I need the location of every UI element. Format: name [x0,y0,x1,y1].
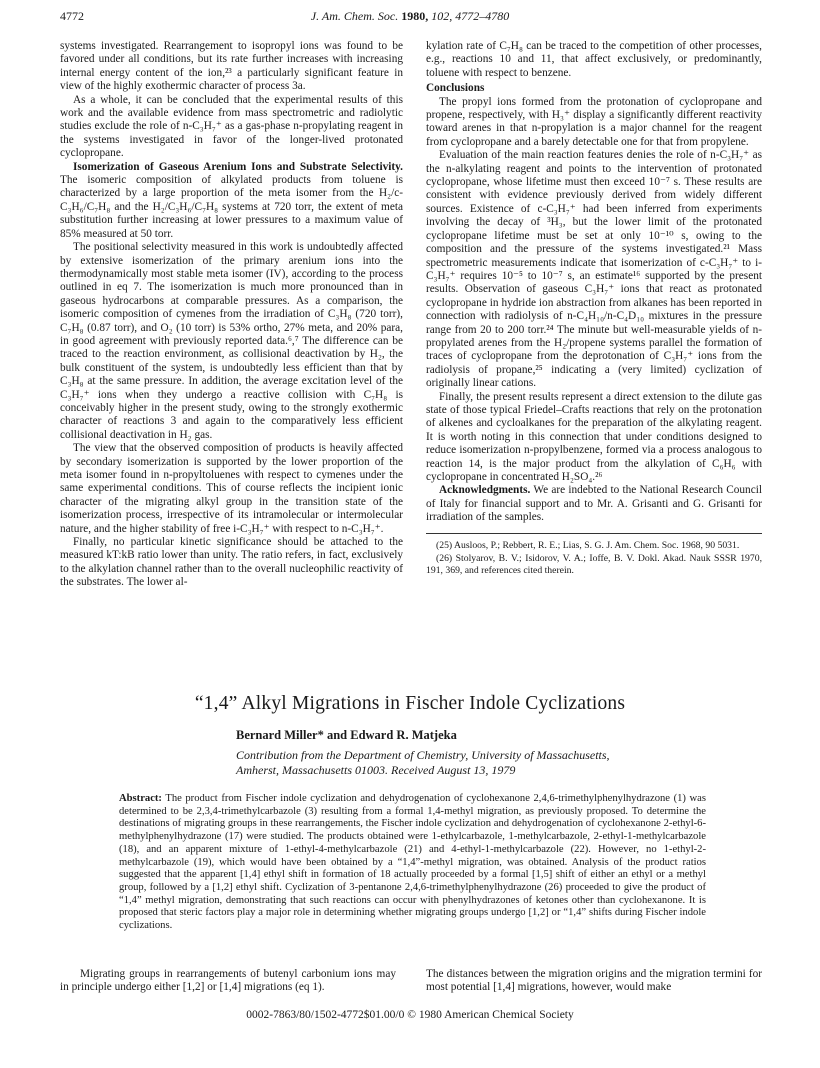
abstract [119,793,706,933]
footnotes [426,540,762,577]
section-runin-title: Isomerization of Gaseous Arenium Ions and Substrate Selectivity. [73,160,403,173]
ack-text: We are indebted to the National Research Council of Italy for financial support and to Mr. A. Grisanti and G. Grisanti for irradiation of the samples. [426,484,762,524]
journal-citation [60,9,760,24]
abstract-text: The product from Fischer indole cyclization and dehydrogenation of cyclohexanone 2,4,6-trimethylphenylhydrazone (1) was determined to be 2,3,4-trimethylcarbazole (3) resulting from a formal 1,4-methyl migration, as previously proposed. To determine the destinations of migrating groups in these rearrangements, the Fischer indole cyclization and dehydrogenation of cyclohexanone 2-ethyl-6-methylphenylhydrazone (17) were studied. The products obtained were 1-ethylcarbazole, 1-methylcarbazole, 2-ethyl-1-methylcarbazole (18), and an apparent mixture of 1-ethyl-4-methylcarbazole (21) and 4-ethyl-1-methylcarbazole (22). However, no 1-ethyl-2-methylcarbazole (19), which would have been obtained by a “1,4”-methyl migration, was obtained. Analysis of the product ratios suggested that the apparent [1,4] ethyl shift in formation of 18 actually proceeded by a formal [1,5] shift of either an ethyl or a methyl group, followed by a [1,2] ethyl shift. Cyclization of 3-pentanone 2,4,6-trimethylphenylhydrazone (26) proceeded to give the product of “1,4” methyl migration, demonstrating that such reactions can occur with phenylhydrazones of ketones other than cyclohexanone. It is proposed that steric factors play a major role in determining whether migrating groups undergo [1,2] or “1,4” shifts during Fischer indole cyclizations. [119,793,706,932]
paragraph: Finally, the present results represent a direct extension to the dilute gas state of those typical Friedel–Crafts reactions that rely on the protonation of alkenes and cycloalkanes for the preparation of the alkylating reagent. It is worth noting in this connection that under conditions designed to reduce isomerization n-propylbenzene, formed via a process analogous to reaction 14, is the major product from the alkylation of C₆H₆ with cyclopropane in concentrated H₂SO₄.²⁶ [426,390,762,483]
section-title: Conclusions [426,82,485,95]
paragraph-with-runin [60,161,403,241]
running-header [60,9,760,25]
copyright-footer: 0002-7863/80/1502-4772$01.00/0 © 1980 American Chemical Society [246,1009,574,1021]
right-column [426,40,762,578]
journal-volume: 102, [431,9,453,23]
paragraph: Finally, no particular kinetic significance should be attached to the measured kT:kB ratio lower than unity. The ratio refers, in fact, exclusively to the alkylation channel rather than to the overall nucleophilic reactivity of the substrates. The lower al- [60,536,403,589]
abstract-label: Abstract: [119,793,162,804]
footnote: (25) Ausloos, P.; Rebbert, R. E.; Lias, S. G. J. Am. Chem. Soc. 1968, 90 5031. [436,539,740,551]
paragraph: As a whole, it can be concluded that the experimental results of this work and the available evidence from mass spectrometric and radiolytic studies exclude the role of n-C₃H₇⁺ as a gas-phase n-propylating reagent in the systems investigated in favor of the longer-lived protonated cyclopropane. [60,93,403,160]
contribution-info [236,748,756,777]
acknowledgments [426,484,762,524]
journal-year: 1980, [401,9,429,23]
contribution-line: Amherst, Massachusetts 01003. Received August 13, 1979 [236,762,516,777]
paragraph: The positional selectivity measured in this work is undoubtedly affected by extensive isomerization of the primary arenium ions into the thermodynamically most stable meta isomer (IV), according to the process outlined in eq 7. The isomerization is much more pronounced than in gaseous hydrocarbons at comparable pressures. As a comparison, the isomeric composition of cymenes from the irradiation of C₃H₈ (720 torr), C₇H₈ (0.87 torr), and O₂ (10 torr) is 53% ortho, 27% meta, and 20% para, in good agreement with previously reported data.⁶,⁷ The difference can be traced to the reaction environment, as collisional deactivation by H₂, the bulk constituent of the system, is undoubtedly less efficient than that by C₃H₈ at the same pressure. In addition, the average excitation level of the C₃H₇⁺ ions when they undergo a reactive collision with C₇H₈ is conceivably higher in the present study, owing to the strongly exothermic character of reactions 3 and again to the comparatively less efficient collisional deactivation in H₂ gas. [60,241,403,441]
contribution-line: Contribution from the Department of Chemistry, University of Massachusetts, [236,748,610,762]
paragraph: Evaluation of the main reaction features denies the role of n-C₃H₇⁺ as the n-alkylating reagent and points to the intervention of protonated cyclopropane, whose lifetime must then exceed 10⁻⁷ s. These results are consistent with evidence previously derived from widely different sources. Existence of c-C₃H₇⁺ had been inferred from experiments involving the decay of ³H₃, but the lower limit of the protonated cyclopropane lifetime must be set at only 10⁻¹⁰ s, owing to the composition and the pressure of the systems investigated.²¹ Mass spectrometric measurements indicate that isomerization of c-C₃H₇⁺ to i-C₃H₇⁺ requires 10⁻⁵ to 10⁻⁷ s, an estimate¹⁶ supported by the present results. Observation of gaseous C₃H₇⁺ ions that react as protonated cyclopropane in hydride ion abstraction from alkanes has been reported in connection with radiolysis of n-C₄H₁₀/n-C₄D₁₀ mixtures in the pressure range from 20 to 200 torr.²⁴ The minute but well-measurable yields of n-propylated arenes from the H₂/propene systems parallel the formation of traces of cyclopropane from the deprotonation of C₃H₇⁺ ions from the radiolysis of propane,²⁵ indicating a (very limited) cyclization of originally linear cations. [426,149,762,390]
paragraph-text: The isomeric composition of alkylated products from toluene is characterized by a large proportion of the meta isomer from the H₂/c-C₃H₆/C₇H₈ and the H₂/C₃H₆/C₇H₈ systems at 720 torr, the extent of meta substitution further increasing at lower pressures to a maximum value of 85% measured at 50 torr. [60,174,403,240]
article-authors: Bernard Miller* and Edward R. Matjeka [236,728,457,742]
journal-pages: 4772–4780 [455,9,510,23]
page-number: 4772 [60,9,84,23]
paragraph: The view that the observed composition of products is heavily affected by secondary isomerization is supported by the lower proportion of the meta isomer found in n-propyltoluenes with respect to cymenes under the same experimental conditions. This of course reflects the incipient ionic character of the migrating alkyl group in the transition state of the isomerization process, irrespective of its intramolecular or intermolecular nature, and the higher stability of free i-C₃H₇⁺ with respect to n-C₃H₇⁺. [60,442,403,535]
paragraph: The propyl ions formed from the protonation of cyclopropane and propene, respectively, with H₃⁺ display a significantly different reactivity toward arenes in that n-propylation is a major channel for the reagent from cyclopropane and a barely detectable one for that from propylene. [426,95,762,148]
journal-name: J. Am. Chem. Soc. [310,9,399,23]
paragraph: kylation rate of C₇H₈ can be traced to the competition of other processes, e.g., reactions 10 and 11, that affect exclusively, or predominantly, toluene with respect to benzene. [426,40,762,79]
paragraph: Migrating groups in rearrangements of butenyl carbonium ions may in principle undergo either [1,2] or [1,4] migrations (eq 1). [60,968,396,994]
intro-left-column [60,968,396,995]
paragraph: systems investigated. Rearrangement to isopropyl ions was found to be favored under all conditions, but its rate further increases with increasing internal energy content of the ion,²³ a particularly significant feature in view of the highly exothermic character of process 3a. [60,40,403,93]
article-title: “1,4” Alkyl Migrations in Fischer Indole Cyclizations [194,693,626,714]
footnote-divider [426,533,762,534]
paragraph: The distances between the migration origins and the migration termini for most potential [1,4] migrations, however, would make [426,968,762,994]
left-column [60,40,403,590]
footnote: (26) Stolyarov, B. V.; Isidorov, V. A.; Ioffe, B. V. Dokl. Akad. Nauk SSSR 1970, 191, 369, and references cited therein. [426,553,762,576]
intro-right-column [426,968,762,995]
ack-title: Acknowledgments. [439,484,531,497]
